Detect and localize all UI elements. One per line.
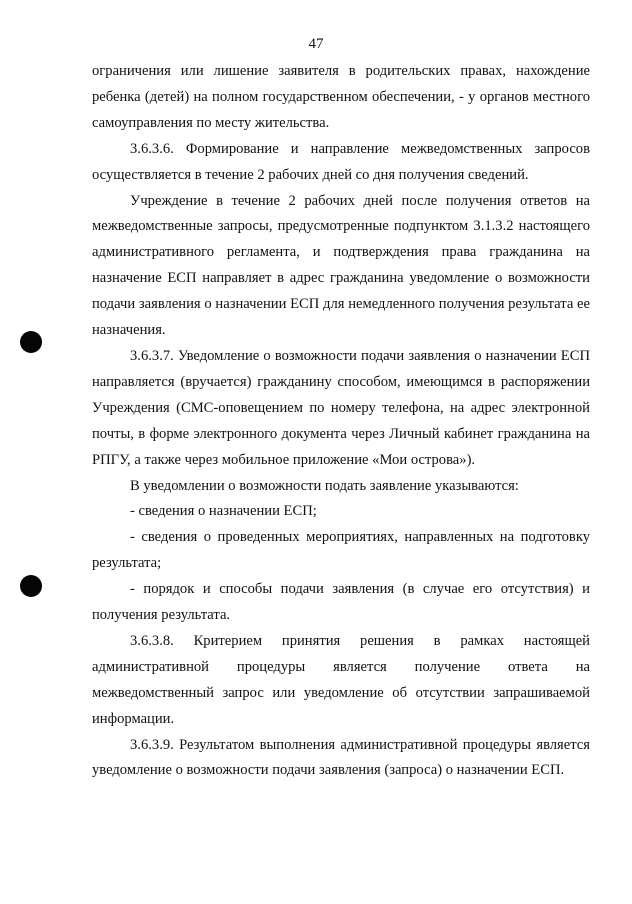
list-item-submission-procedure: - порядок и способы подачи заявления (в случае его отсутствия) и получения результата. [92,581,590,624]
list-item-assignment-info: - сведения о назначении ЕСП; [130,503,317,520]
paragraph-notice-contents-intro: В уведомлении о возможности подать заявление указываются: [130,477,519,494]
binder-hole-top [20,331,42,353]
page-number: 47 [308,36,324,52]
paragraph-institution-notice: Учреждение в течение 2 рабочих дней после получения ответов на межведомственные запросы, предусмотренные подпунктом 3.1.3.2 настоящего административного регламента, и подтверждения права гражданина на назначение ЕСП направляет в адрес гражданина уведомление о возможности подачи заявления о назначении ЕСП для немедленного получения результата ее назначения. [92,192,590,339]
paragraph-3-6-3-6: 3.6.3.6. Формирование и направление межведомственных запросов осуществляется в течение 2 рабочих дней со дня получения сведений. [92,140,590,183]
document-body [92,59,590,784]
binder-hole-bottom [20,575,42,597]
paragraph-continuation: ограничения или лишение заявителя в родительских правах, нахождение ребенка (детей) на полном государственном обеспечении, - у органов местного самоуправления по месту жительства. [92,63,590,131]
paragraph-3-6-3-9: 3.6.3.9. Результатом выполнения административной процедуры является уведомление о возможности подачи заявления (запроса) о назначении ЕСП. [92,736,590,779]
paragraph-3-6-3-8: 3.6.3.8. Критерием принятия решения в рамках настоящей административной процедуры является получение ответа на межведомственный запрос или уведомление об отсутствии запрашиваемой информации. [92,632,590,727]
paragraph-3-6-3-7: 3.6.3.7. Уведомление о возможности подачи заявления о назначении ЕСП направляется (вручается) гражданину способом, имеющимся в распоряжении Учреждения (СМС-оповещением по номеру телефона, на адрес электронной почты, в форме электронного документа через Личный кабинет гражданина на РПГУ, а также через мобильное приложение «Мои острова»). [92,347,590,468]
list-item-measures-info: - сведения о проведенных мероприятиях, направленных на подготовку результата; [92,529,590,572]
